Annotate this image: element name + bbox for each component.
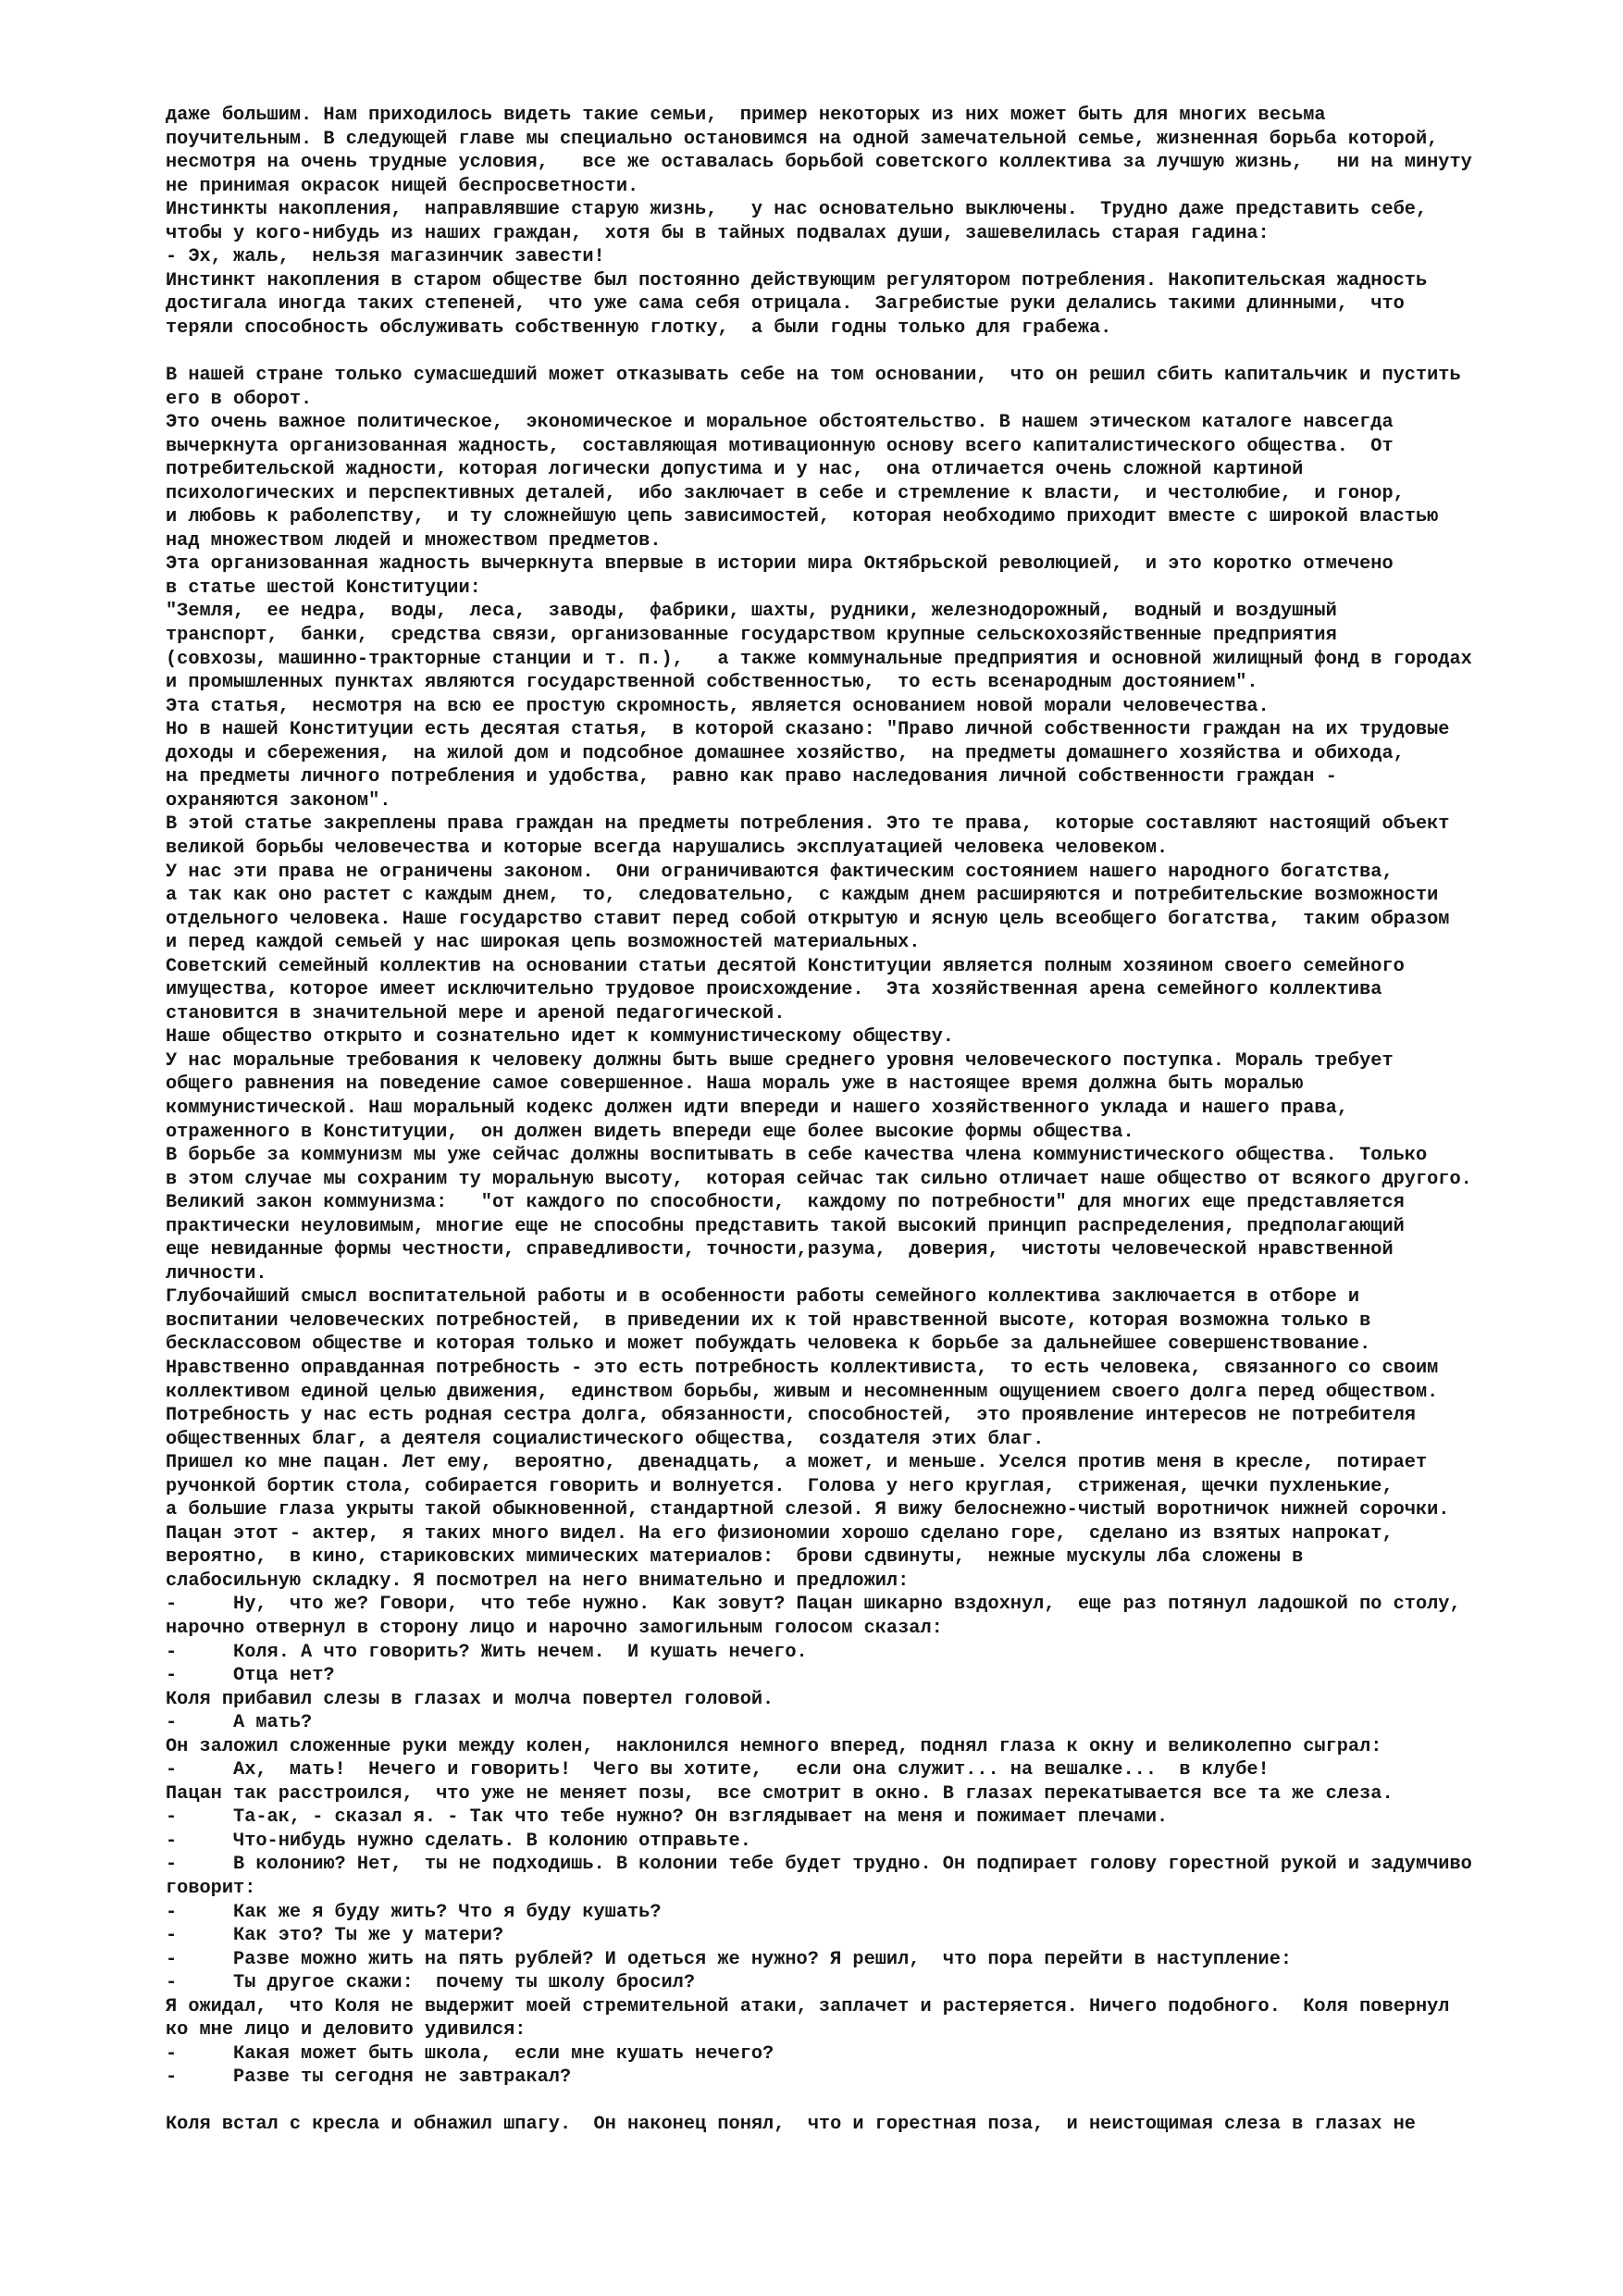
text-line: ручонкой бортик стола, собирается говорить и волнуется. Голова у него круглая, стриженая, щечки пухленькие,: [166, 1475, 1394, 1497]
text-line: нарочно отвернул в сторону лицо и нарочно замогильным голосом сказал:: [166, 1618, 943, 1639]
text-line: великой борьбы человечества и которые всегда нарушались эксплуатацией человека человеком.: [166, 837, 1169, 859]
text-line: - Как же я буду жить? Что я буду кушать?: [166, 1901, 662, 1923]
text-line: общего равнения на поведение самое совершенное. Наша мораль уже в настоящее время должна быть моралью: [166, 1074, 1304, 1096]
text-line: и промышленных пунктах являются государственной собственностью, то есть всенародным достоянием".: [166, 672, 1258, 694]
text-line: его в оборот.: [166, 388, 313, 410]
text-line: Коля прибавил слезы в глазах и молча повертел головой.: [166, 1688, 774, 1710]
text-line: Инстинкты накопления, направлявшие старую жизнь, у нас основательно выключены. Трудно даже представить себе,: [166, 199, 1428, 221]
text-line: еще невиданные формы честности, справедливости, точности,разума, доверия, чистоты человеческой нравственной: [166, 1239, 1394, 1261]
text-line: несмотря на очень трудные условия, все же оставалась борьбой советского коллектива за лучшую жизнь, ни на минуту: [166, 152, 1472, 174]
text-line: чтобы у кого-нибудь из наших граждан, хотя бы в тайных подвалах души, зашевелилась старая гадина:: [166, 222, 1270, 244]
text-line: В нашей стране только сумасшедший может отказывать себе на том основании, что он решил сбить капитальчик и пустить: [166, 365, 1461, 387]
text-line: Это очень важное политическое, экономическое и моральное обстоятельство. В нашем этическом каталоге навсегда: [166, 412, 1394, 434]
text-line: - Какая может быть школа, если мне кушать нечего?: [166, 2042, 774, 2065]
text-line: вероятно, в кино, стариковских мимических материалов: брови сдвинуты, нежные мускулы лба сложены в: [166, 1546, 1304, 1569]
text-line: - Ах, мать! Нечего и говорить! Чего вы хотите, если она служит... на вешалке... в клубе!: [166, 1759, 1270, 1781]
text-line: Потребность у нас есть родная сестра долга, обязанности, способностей, это проявление интересов не потребителя: [166, 1405, 1416, 1427]
text-line: охраняются законом".: [166, 789, 391, 812]
text-line: личности.: [166, 1262, 267, 1285]
text-line: ко мне лицо и деловито удивился:: [166, 2019, 527, 2042]
text-line: и перед каждой семьей у нас широкая цепь возможностей материальных.: [166, 932, 921, 954]
text-line: коммунистической. Наш моральный кодекс должен идти впереди и нашего хозяйственного уклада и нашего права,: [166, 1097, 1348, 1119]
text-line: вычеркнута организованная жадность, составляющая мотивационную основу всего капиталистического общества. От: [166, 435, 1394, 457]
text-line: поучительным. В следующей главе мы специально остановимся на одной замечательной семье, жизненная борьба которой,: [166, 128, 1439, 150]
text-line: - В колонию? Нет, ты не подходишь. В колонии тебе будет трудно. Он подпирает голову горестной рукой и задумчиво: [166, 1854, 1472, 1876]
text-line: Пацан так расстроился, что уже не меняет позы, все смотрит в окно. В глазах перекатывается все та же слеза.: [166, 1782, 1394, 1805]
text-line: В борьбе за коммунизм мы уже сейчас должны воспитывать в себе качества члена коммунистического общества. Только: [166, 1145, 1428, 1167]
text-line: над множеством людей и множеством предметов.: [166, 529, 662, 552]
text-line: - Как это? Ты же у матери?: [166, 1925, 504, 1947]
text-line: - Та-ак, - сказал я. - Так что тебе нужно? Он взглядывает на меня и пожимает плечами.: [166, 1806, 1169, 1829]
text-line: Но в нашей Конституции есть десятая статья, в которой сказано: "Право личной собственности граждан на их трудовые: [166, 719, 1450, 741]
text-line: Инстинкт накопления в старом обществе был постоянно действующим регулятором потребления. Накопительская жадность: [166, 269, 1428, 292]
text-line: достигала иногда таких степеней, что уже сама себя отрицала. Загребистые руки делались такими длинными, что: [166, 293, 1405, 316]
text-line: Великий закон коммунизма: "от каждого по способности, каждому по потребности" для многих еще представляется: [166, 1192, 1405, 1214]
text-line: в статье шестой Конституции:: [166, 577, 481, 599]
text-line: - Ты другое скажи: почему ты школу бросил?: [166, 1972, 696, 1994]
text-line: - Разве можно жить на пять рублей? И одеться же нужно? Я решил, что пора перейти в наступление:: [166, 1948, 1293, 1970]
text-line: общественных благ, а деятеля социалистического общества, создателя этих благ.: [166, 1428, 1045, 1450]
blank-line: [166, 340, 1572, 364]
text-line: - Коля. А что говорить? Жить нечем. И кушать нечего.: [166, 1641, 808, 1663]
blank-line: [166, 2090, 1572, 2114]
text-line: - А мать?: [166, 1712, 313, 1734]
text-line: не принимая окрасок нищей беспросветности.: [166, 175, 639, 197]
text-line: даже большим. Нам приходилось видеть такие семьи, пример некоторых из них может быть для многих весьма: [166, 105, 1326, 126]
text-line: доходы и сбережения, на жилой дом и подсобное домашнее хозяйство, на предметы домашнего хозяйства и обихода,: [166, 742, 1405, 764]
text-line: Пришел ко мне пацан. Лет ему, вероятно, двенадцать, а может, и меньше. Уселся против меня в кресле, потирает: [166, 1452, 1428, 1474]
text-line: Пацан этот - актер, я таких много видел. На его физиономии хорошо сделано горе, сделано из взятых напрокат,: [166, 1522, 1394, 1545]
text-line: Советский семейный коллектив на основании статьи десятой Конституции является полным хозяином своего семейного: [166, 955, 1405, 977]
text-line: Глубочайший смысл воспитательной работы и в особенности работы семейного коллектива заключается в отборе и: [166, 1286, 1360, 1309]
text-line: транспорт, банки, средства связи, организованные государством крупные сельскохозяйственные предприятия: [166, 625, 1337, 647]
text-line: - Что-нибудь нужно сделать. В колонию отправьте.: [166, 1830, 751, 1852]
text-line: Коля встал с кресла и обнажил шпагу. Он наконец понял, что и горестная поза, и неистощимая слеза в глазах не: [166, 2114, 1416, 2136]
text-line: имущества, которое имеет исключительно трудовое происхождение. Эта хозяйственная арена семейного коллектива: [166, 979, 1382, 1001]
text-line: слабосильную складку. Я посмотрел на него внимательно и предложил:: [166, 1570, 910, 1592]
text-line: Нравственно оправданная потребность - это есть потребность коллективиста, то есть человека, связанного со своим: [166, 1357, 1439, 1379]
text-line: коллективом единой целью движения, единством борьбы, живым и несомненным ощущением своего долга перед обществом.: [166, 1381, 1439, 1403]
text-line: - Отца нет?: [166, 1665, 335, 1687]
text-line: отраженного в Конституции, он должен видеть впереди еще более высокие формы общества.: [166, 1121, 1134, 1143]
text-line: потребительской жадности, которая логически допустима и у нас, она отличается очень сложной картиной: [166, 459, 1304, 481]
text-line: "Земля, ее недра, воды, леса, заводы, фабрики, шахты, рудники, железнодорожный, водный и воздушный: [166, 601, 1337, 623]
text-line: отдельного человека. Наше государство ставит перед собой открытую и ясную цель всеобщего богатства, таким образом: [166, 908, 1450, 930]
text-line: бесклассовом обществе и которая только и может побуждать человека к борьбе за дальнейшее совершенствование.: [166, 1334, 1371, 1356]
text-line: Я ожидал, что Коля не выдержит моей стремительной атаки, заплачет и растеряется. Ничего подобного. Коля повернул: [166, 1995, 1450, 2017]
text-line: Наше общество открыто и сознательно идет к коммунистическому обществу.: [166, 1026, 954, 1049]
text-line: Эта статья, несмотря на всю ее простую скромность, является основанием новой морали человечества.: [166, 695, 1270, 717]
text-line: (совхозы, машинно-тракторные станции и т. п.), а также коммунальные предприятия и основной жилищный фонд в городах: [166, 648, 1472, 670]
text-line: - Эх, жаль, нельзя магазинчик завести!: [166, 246, 605, 268]
text-line: говорит:: [166, 1878, 256, 1900]
text-line: на предметы личного потребления и удобства, равно как право наследования личной собственности граждан -: [166, 766, 1337, 788]
text-line: становится в значительной мере и ареной педагогической.: [166, 1002, 786, 1024]
text-line: практически неуловимым, многие еще не способны представить такой высокий принцип распределения, предполагающий: [166, 1215, 1405, 1237]
text-line: психологических и перспективных деталей, ибо заключает в себе и стремление к власти, и честолюбие, и гонор,: [166, 482, 1405, 504]
text-line: У нас моральные требования к человеку должны быть выше среднего уровня человеческого поступка. Мораль требует: [166, 1049, 1394, 1072]
text-line: - Разве ты сегодня не завтракал?: [166, 2066, 572, 2089]
text-line: В этой статье закреплены права граждан на предметы потребления. Это те права, которые составляют настоящий объект: [166, 813, 1450, 836]
text-line: а большие глаза укрыты такой обыкновенной, стандартной слезой. Я вижу белоснежно-чистый воротничок нижней сорочки.: [166, 1499, 1450, 1521]
text-line: - Ну, что же? Говори, что тебе нужно. Как зовут? Пацан шикарно вздохнул, еще раз потянул ладошкой по столу,: [166, 1594, 1461, 1616]
text-line: воспитании человеческих потребностей, в приведении их к той нравственной высоте, которая возможна только в: [166, 1309, 1371, 1332]
text-line: а так как оно растет с каждым днем, то, следовательно, с каждым днем расширяются и потребительские возможности: [166, 885, 1439, 907]
text-line: У нас эти права не ограничены законом. Они ограничиваются фактическим состоянием нашего народного богатства,: [166, 861, 1394, 883]
text-line: и любовь к раболепству, и ту сложнейшую цепь зависимостей, которая необходимо приходит вместе с широкой властью: [166, 506, 1439, 528]
text-line: Он заложил сложенные руки между колен, наклонился немного вперед, поднял глаза к окну и великолепно сыграл:: [166, 1735, 1382, 1757]
text-line: теряли способность обслуживать собственную глотку, а были годны только для грабежа.: [166, 316, 1112, 339]
document-page: [166, 104, 1572, 2137]
text-line: в этом случае мы сохраним ту моральную высоту, которая сейчас так сильно отличает наше общество от всякого другого.: [166, 1168, 1472, 1190]
text-line: Эта организованная жадность вычеркнута впервые в истории мира Октябрьской революцией, и это коротко отмечено: [166, 553, 1394, 576]
